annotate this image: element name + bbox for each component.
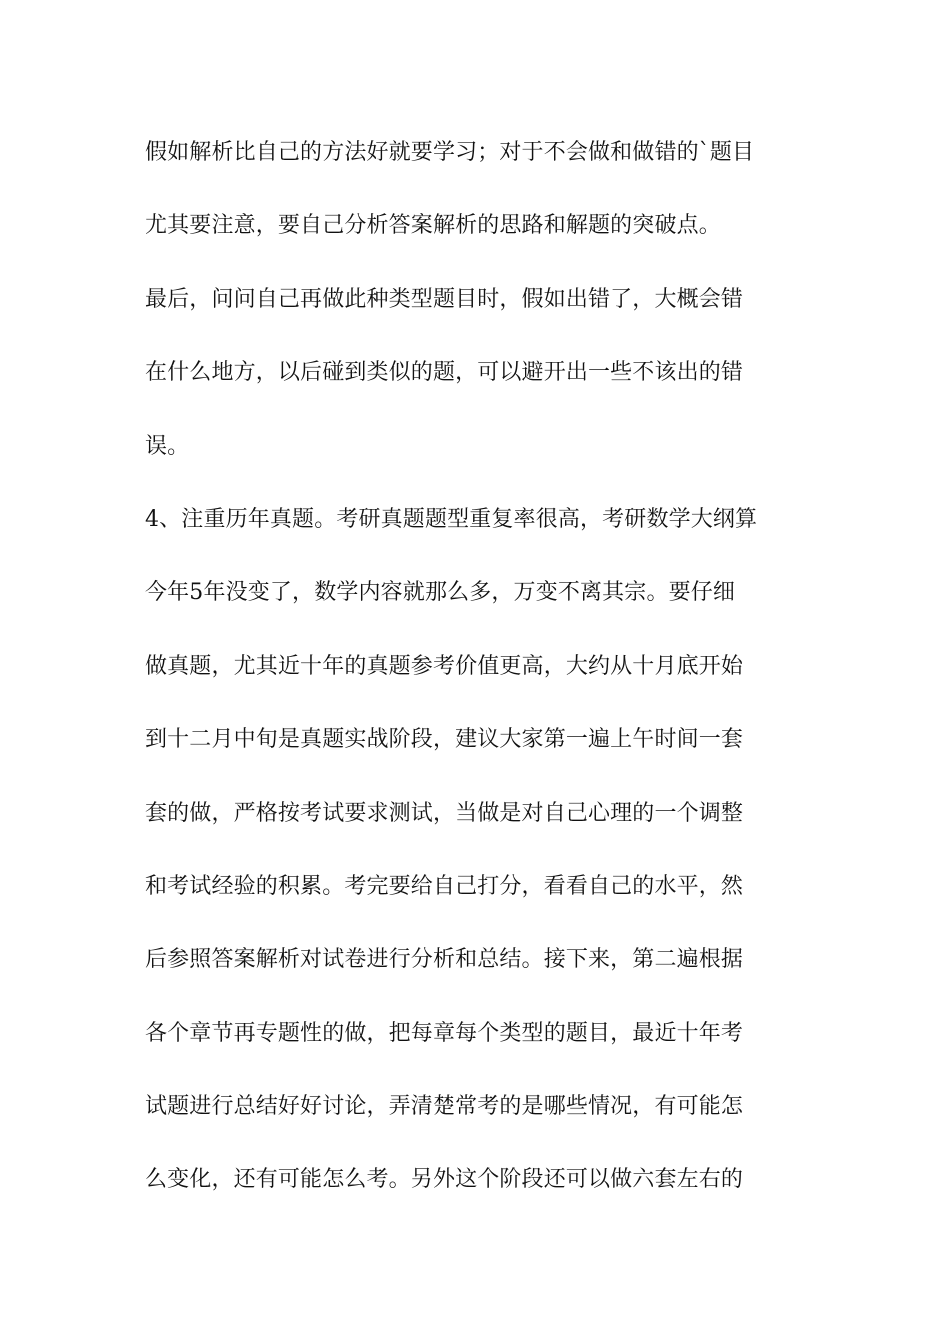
text-line-10: 套的做，严格按考试要求测试，当做是对自己心理的一个调整 <box>145 800 744 826</box>
text-line-8: 做真题，尤其近十年的真题参考价值更高，大约从十月底开始 <box>145 653 744 679</box>
text-line-5: 误。 <box>145 433 190 459</box>
text-line-2: 尤其要注意，要自己分析答案解析的思路和解题的突破点。 <box>145 213 721 239</box>
text-line-13: 各个章节再专题性的做，把每章每个类型的题目，最近十年考 <box>145 1020 744 1046</box>
text-line-15: 么变化，还有可能怎么考。另外这个阶段还可以做六套左右的 <box>145 1167 744 1193</box>
text-line-1: 假如解析比自己的方法好就要学习；对于不会做和做错的`题目 <box>145 140 755 165</box>
text-line-9: 到十二月中旬是真题实战阶段，建议大家第一遍上午时间一套 <box>145 727 744 753</box>
text-line-11: 和考试经验的积累。考完要给自己打分，看看自己的水平，然 <box>145 873 744 899</box>
document-body <box>145 128 810 1229</box>
text-line-3: 最后，问问自己再做此种类型题目时，假如出错了，大概会错 <box>145 286 744 312</box>
text-line-6: 4、注重历年真题。考研真题题型重复率很高，考研数学大纲算 <box>145 506 758 532</box>
text-line-12: 后参照答案解析对试卷进行分析和总结。接下来，第二遍根据 <box>145 947 744 973</box>
text-line-4: 在什么地方，以后碰到类似的题，可以避开出一些不该出的错 <box>145 360 744 386</box>
text-line-14: 试题进行总结好好讨论，弄清楚常考的是哪些情况，有可能怎 <box>145 1094 744 1120</box>
text-line-7: 今年5年没变了，数学内容就那么多，万变不离其宗。要仔细 <box>145 580 736 606</box>
